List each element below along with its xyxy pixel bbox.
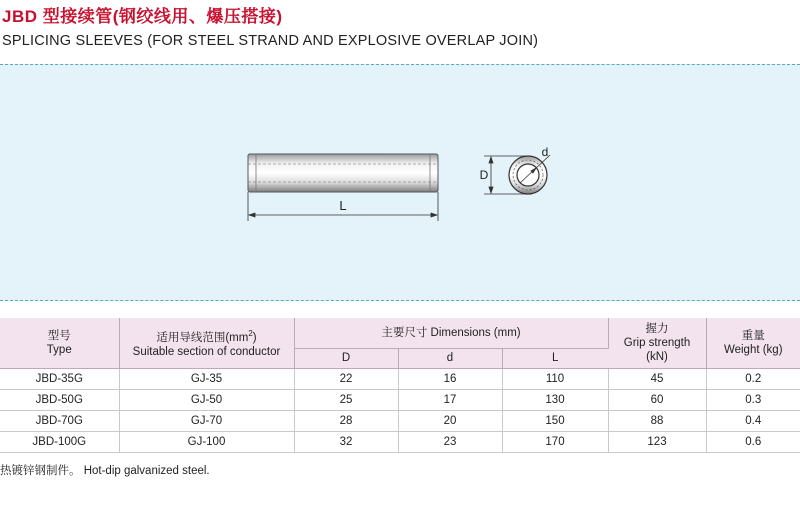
table-row [0, 410, 800, 431]
cell-D: 32 [294, 431, 398, 452]
header-type [0, 318, 119, 368]
cell-d: 17 [398, 389, 502, 410]
cell-d: 16 [398, 368, 502, 389]
cell-D: 25 [294, 389, 398, 410]
specs-table [0, 318, 800, 453]
header-grip-cn: 握力 [645, 322, 669, 335]
cell-L: 130 [502, 389, 608, 410]
header-weight [706, 318, 800, 368]
header-d: d [398, 348, 502, 368]
cell-section: GJ-100 [119, 431, 294, 452]
label-L: L [339, 198, 347, 213]
cell-grip: 123 [608, 431, 706, 452]
cell-weight: 0.3 [706, 389, 800, 410]
drawing-panel [0, 64, 800, 301]
cell-type: JBD-100G [0, 431, 119, 452]
cell-d: 23 [398, 431, 502, 452]
cell-section: GJ-70 [119, 410, 294, 431]
table-row [0, 368, 800, 389]
cell-L: 170 [502, 431, 608, 452]
header-grip-en: Grip strength [623, 336, 691, 349]
cell-section: GJ-50 [119, 389, 294, 410]
cell-d: 20 [398, 410, 502, 431]
header-grip-unit: (kN) [646, 350, 668, 363]
sleeve-side-view [248, 154, 438, 192]
cell-grip: 45 [608, 368, 706, 389]
cell-grip: 88 [608, 410, 706, 431]
footer-note: 热镀锌钢制件。 Hot-dip galvanized steel. [0, 465, 210, 477]
sleeve-drawing [0, 65, 800, 302]
page-title-cn: JBD 型接续管(钢绞线用、爆压搭接) [2, 7, 283, 26]
cell-D: 22 [294, 368, 398, 389]
header-L: L [502, 348, 608, 368]
cell-type: JBD-35G [0, 368, 119, 389]
table-row [0, 431, 800, 452]
header-D: D [294, 348, 398, 368]
header-section-en: Suitable section of conductor [132, 345, 281, 358]
header-type-en: Type [46, 343, 72, 356]
header-weight-cn: 重量 [741, 329, 765, 342]
header-section-cn: 适用导线范围$(mm^2)$ [156, 328, 257, 344]
page-title-en: SPLICING SLEEVES (FOR STEEL STRAND AND EXPLOSIVE OVERLAP JOIN) [2, 33, 539, 49]
label-d: d [541, 145, 549, 159]
cell-L: 150 [502, 410, 608, 431]
header-grip [608, 318, 706, 368]
cell-weight: 0.4 [706, 410, 800, 431]
cell-type: JBD-50G [0, 389, 119, 410]
cell-grip: 60 [608, 389, 706, 410]
table-row [0, 389, 800, 410]
cell-D: 28 [294, 410, 398, 431]
cell-weight: 0.2 [706, 368, 800, 389]
header-weight-en: Weight (kg) [723, 343, 783, 356]
cell-section: GJ-35 [119, 368, 294, 389]
header-type-cn: 型号 [47, 329, 71, 342]
cell-type: JBD-70G [0, 410, 119, 431]
header-section [119, 318, 294, 368]
label-D: D [479, 168, 489, 182]
cell-L: 110 [502, 368, 608, 389]
cell-weight: 0.6 [706, 431, 800, 452]
header-dimensions: 主要尺寸 Dimensions (mm) [294, 318, 608, 348]
